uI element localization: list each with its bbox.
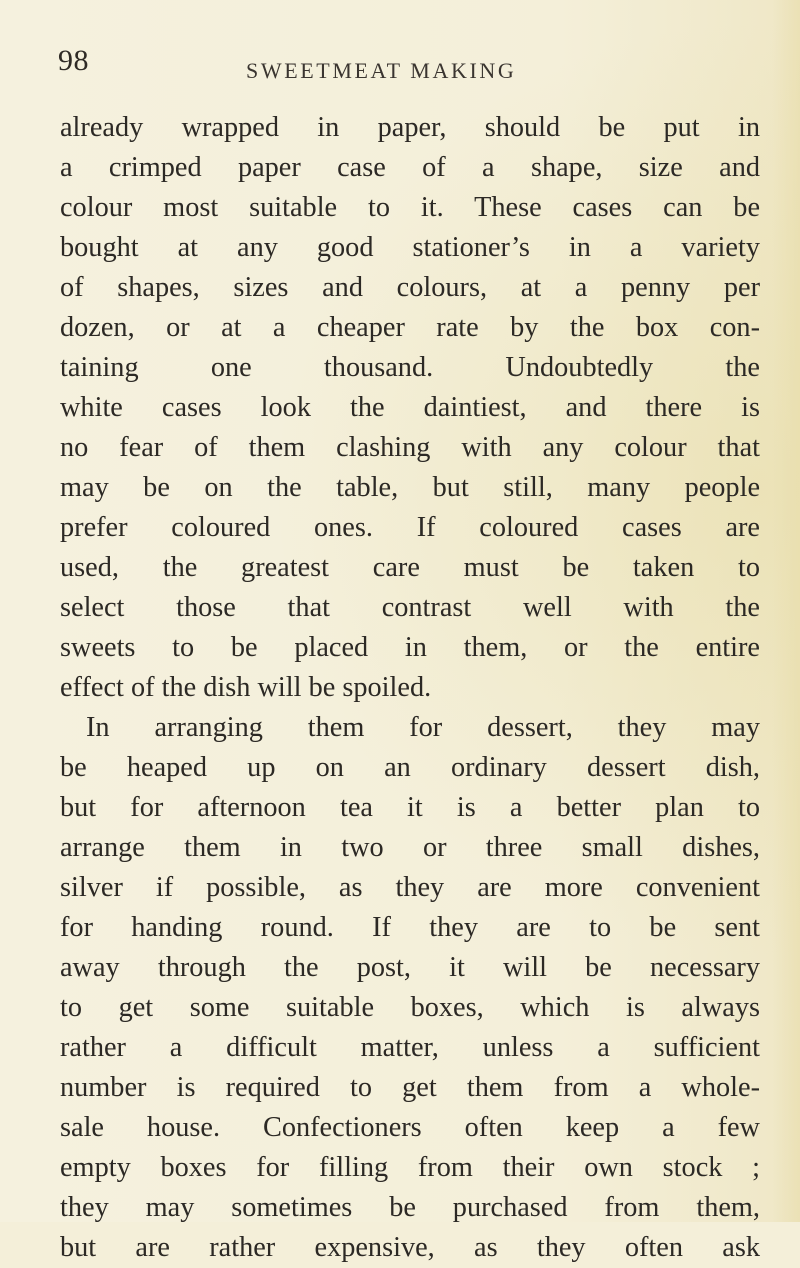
text-line: sale house. Confectioners often keep a few xyxy=(60,1112,760,1143)
text-line: they may sometimes be purchased from them, xyxy=(60,1192,760,1223)
text-line: for handing round. If they are to be sent xyxy=(60,912,760,943)
page-edge-shading xyxy=(772,0,800,1222)
text-line: white cases look the daintiest, and there is xyxy=(60,392,760,423)
text-line: already wrapped in paper, should be put in xyxy=(60,112,760,143)
text-line: a crimped paper case of a shape, size and xyxy=(60,152,760,183)
paragraph-start-line: In arranging them for dessert, they may xyxy=(86,712,760,743)
text-line: rather a difficult matter, unless a sufficient xyxy=(60,1032,760,1063)
text-line: dozen, or at a cheaper rate by the box con- xyxy=(60,312,760,343)
paragraph-end-line: effect of the dish will be spoiled. xyxy=(60,672,432,703)
text-line: but are rather expensive, as they often ask xyxy=(60,1232,760,1263)
body-text xyxy=(60,108,760,1268)
text-line: no fear of them clashing with any colour that xyxy=(60,432,760,463)
text-line: away through the post, it will be necessary xyxy=(60,952,760,983)
text-line: to get some suitable boxes, which is always xyxy=(60,992,760,1023)
text-line: select those that contrast well with the xyxy=(60,592,760,623)
text-line: empty boxes for filling from their own stock ; xyxy=(60,1152,760,1183)
text-line: sweets to be placed in them, or the entire xyxy=(60,632,760,663)
running-title: SWEETMEAT MAKING xyxy=(246,58,517,83)
text-line: taining one thousand. Undoubtedly the xyxy=(60,352,760,383)
text-line: of shapes, sizes and colours, at a penny per xyxy=(60,272,760,303)
text-line: number is required to get them from a whole- xyxy=(60,1072,760,1103)
text-line: prefer coloured ones. If coloured cases are xyxy=(60,512,760,543)
text-line: may be on the table, but still, many people xyxy=(60,472,760,503)
text-line: colour most suitable to it. These cases can be xyxy=(60,192,760,223)
text-line: bought at any good stationer’s in a variety xyxy=(60,232,760,263)
page-number: 98 xyxy=(58,44,89,77)
text-line: used, the greatest care must be taken to xyxy=(60,552,760,583)
text-line: but for afternoon tea it is a better plan to xyxy=(60,792,760,823)
text-line: be heaped up on an ordinary dessert dish, xyxy=(60,752,760,783)
text-line: arrange them in two or three small dishes, xyxy=(60,832,760,863)
text-line: silver if possible, as they are more convenient xyxy=(60,872,760,903)
